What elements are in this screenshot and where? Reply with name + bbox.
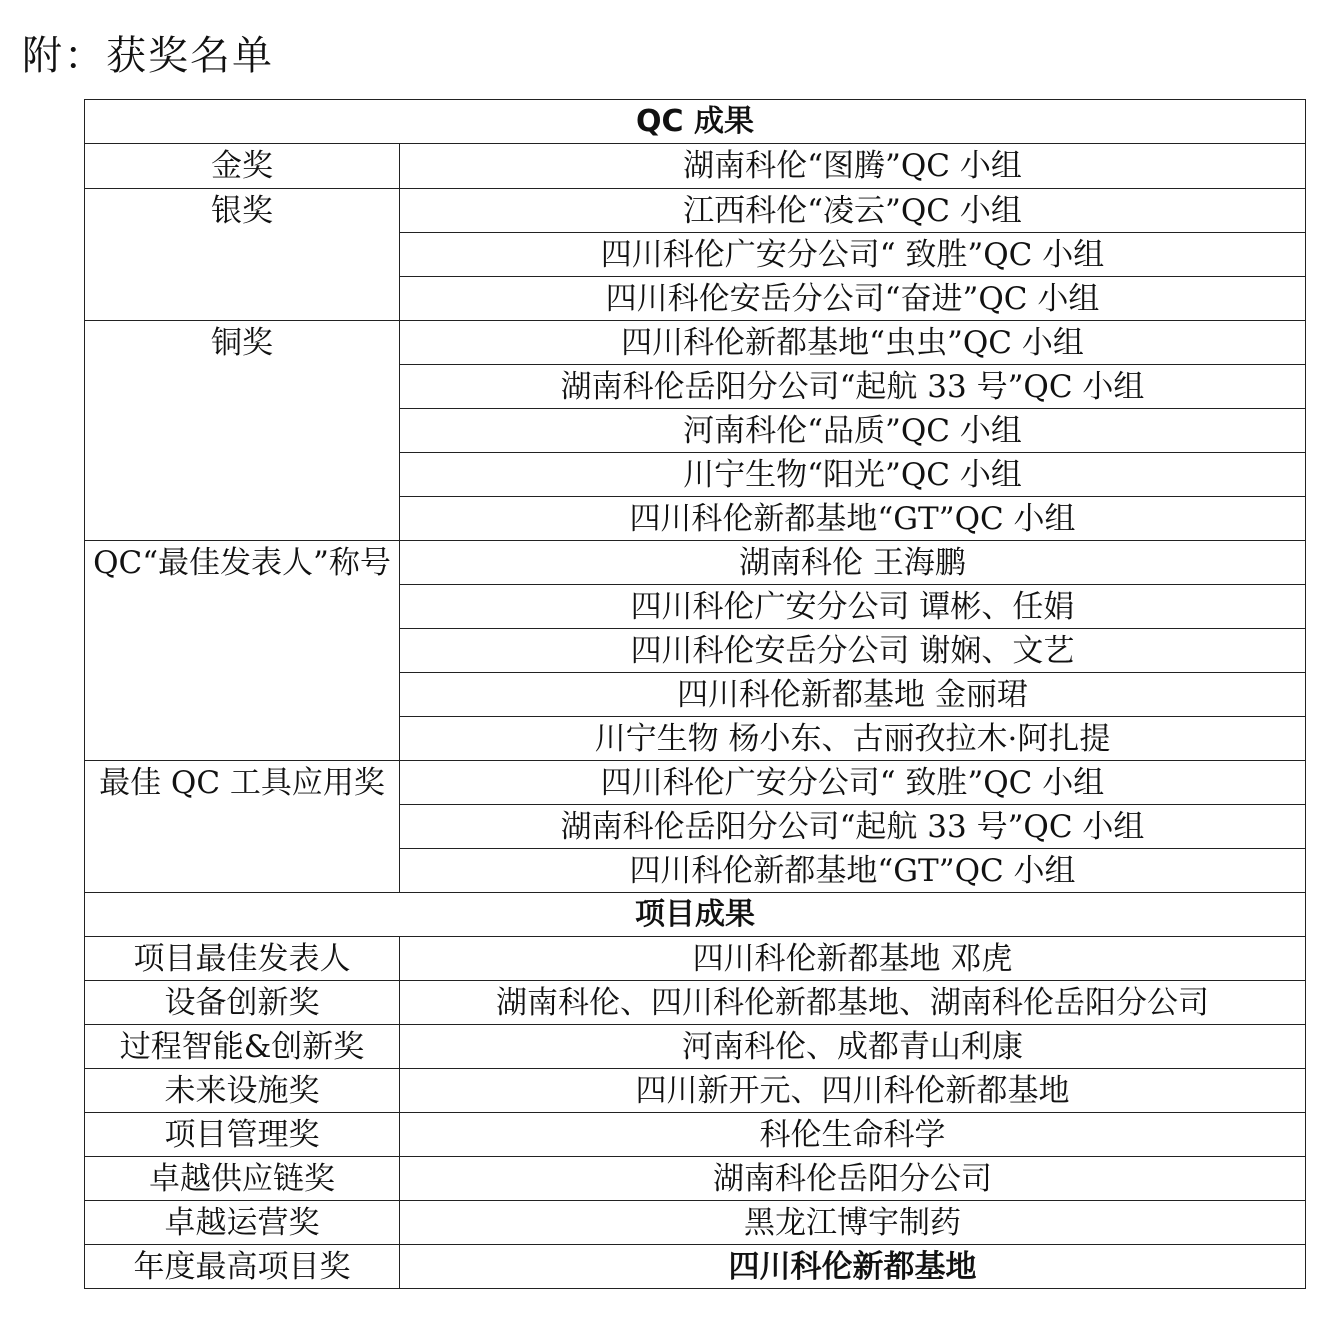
- award-category: 过程智能&创新奖: [85, 1025, 400, 1069]
- award-category: 卓越运营奖: [85, 1201, 400, 1245]
- qc-section-heading: QC 成果: [85, 100, 1306, 144]
- award-category: 设备创新奖: [85, 981, 400, 1025]
- award-winner: 河南科伦、成都青山利康: [400, 1025, 1306, 1069]
- award-winner: 四川科伦新都基地: [400, 1245, 1306, 1289]
- award-winner: 川宁生物“阳光”QC 小组: [400, 453, 1306, 497]
- award-winner: 四川新开元、四川科伦新都基地: [400, 1069, 1306, 1113]
- table-row: [85, 937, 1306, 981]
- award-category: 金奖: [85, 144, 400, 189]
- award-category: 项目管理奖: [85, 1113, 400, 1157]
- award-winner: 湖南科伦 王海鹏: [400, 541, 1306, 585]
- award-category: 项目最佳发表人: [85, 937, 400, 981]
- award-category: 最佳 QC 工具应用奖: [85, 761, 400, 893]
- award-winner: 湖南科伦岳阳分公司“起航 33 号”QC 小组: [400, 805, 1306, 849]
- award-winner: 四川科伦广安分公司 谭彬、任娟: [400, 585, 1306, 629]
- table-row: [85, 761, 1306, 805]
- award-winner: 湖南科伦岳阳分公司“起航 33 号”QC 小组: [400, 365, 1306, 409]
- award-winner: 四川科伦安岳分公司 谢娴、文艺: [400, 629, 1306, 673]
- table-row: [85, 144, 1306, 189]
- table-row: [85, 1245, 1306, 1289]
- award-winner: 四川科伦新都基地 金丽珺: [400, 673, 1306, 717]
- award-category: 铜奖: [85, 321, 400, 541]
- table-row: [85, 1025, 1306, 1069]
- table-row: [85, 1113, 1306, 1157]
- award-category: 未来设施奖: [85, 1069, 400, 1113]
- document-title: 附：获奖名单: [22, 33, 274, 79]
- award-winner: 四川科伦广安分公司“ 致胜”QC 小组: [400, 233, 1306, 277]
- project-section-heading: 项目成果: [85, 893, 1306, 937]
- table-row: [85, 981, 1306, 1025]
- award-winner: 湖南科伦“图腾”QC 小组: [400, 144, 1306, 189]
- award-category: 卓越供应链奖: [85, 1157, 400, 1201]
- awards-table: [84, 99, 1306, 1289]
- table-row: [85, 541, 1306, 585]
- table-row: [85, 1157, 1306, 1201]
- table-row: [85, 321, 1306, 365]
- award-winner: 河南科伦“品质”QC 小组: [400, 409, 1306, 453]
- section-header-row: [85, 893, 1306, 937]
- award-category: 年度最高项目奖: [85, 1245, 400, 1289]
- award-winner: 科伦生命科学: [400, 1113, 1306, 1157]
- table-row: [85, 1069, 1306, 1113]
- award-winner: 四川科伦新都基地 邓虎: [400, 937, 1306, 981]
- award-winner: 四川科伦广安分公司“ 致胜”QC 小组: [400, 761, 1306, 805]
- award-winner: 四川科伦新都基地“虫虫”QC 小组: [400, 321, 1306, 365]
- award-category: QC“最佳发表人”称号: [85, 541, 400, 761]
- award-winner: 湖南科伦、四川科伦新都基地、湖南科伦岳阳分公司: [400, 981, 1306, 1025]
- award-winner: 湖南科伦岳阳分公司: [400, 1157, 1306, 1201]
- award-winner: 四川科伦安岳分公司“奋进”QC 小组: [400, 277, 1306, 321]
- award-winner: 江西科伦“凌云”QC 小组: [400, 189, 1306, 233]
- award-winner: 四川科伦新都基地“GT”QC 小组: [400, 849, 1306, 893]
- section-header-row: [85, 100, 1306, 144]
- award-winner: 川宁生物 杨小东、古丽孜拉木·阿扎提: [400, 717, 1306, 761]
- table-row: [85, 189, 1306, 233]
- award-category: 银奖: [85, 189, 400, 321]
- award-winner: 四川科伦新都基地“GT”QC 小组: [400, 497, 1306, 541]
- table-row: [85, 1201, 1306, 1245]
- award-winner: 黑龙江博宇制药: [400, 1201, 1306, 1245]
